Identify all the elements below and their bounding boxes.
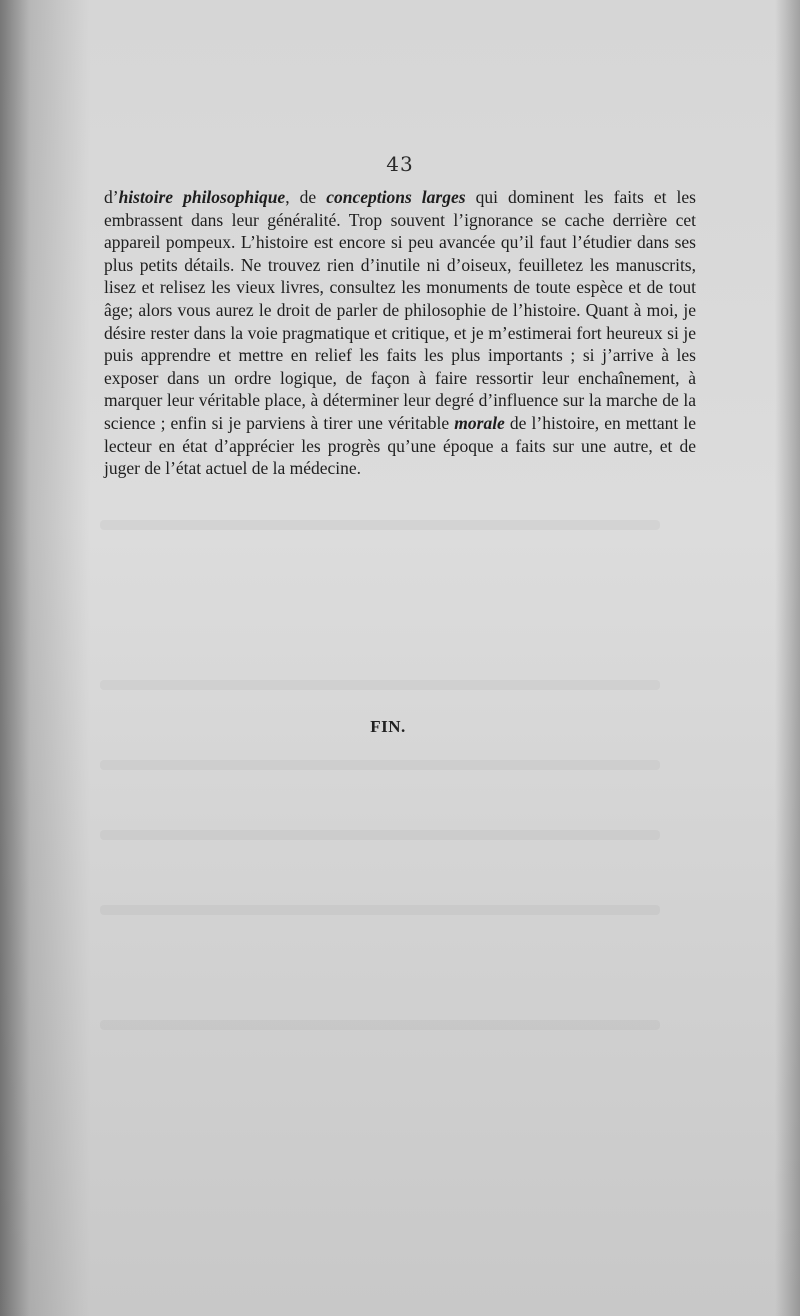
show-through-mark <box>100 680 660 690</box>
text-segment: , de <box>285 187 327 207</box>
page-number: 43 <box>386 152 414 176</box>
show-through-mark <box>100 520 660 530</box>
italic-phrase-histoire-philosophique: histoire philosophique <box>118 187 286 207</box>
text-segment: de l’histoire, en mettant le lecteur en état d’apprécier les progrès qu’une époque a faits sur une autre, et de juger de l’état actuel de la médecine. <box>104 412 697 479</box>
show-through-mark <box>100 830 660 840</box>
show-through-mark <box>100 1020 660 1030</box>
text-segment: qui dominent les faits et les embrassent dans leur généralité. Trop souvent l’ignorance se cache derrière cet appareil pompeux. L’histoire est encore si peu avancée qu’il faut l’étudier dans ses plus petits détails. Ne trouvez rien d’inutile ni d’oiseux, feuilletez les manuscrits, lisez et relisez les vieux livres, consultez les monuments de toute espèce et de tout âge; alors vous aurez le droit de parler de philosophie de l’histoire. Quant à moi, je désire rester dans la voie pragmatique et critique, et je m’estimerai fort heureux si je puis apprendre et mettre en relief les faits les plus importants ; si j’arrive à les exposer dans un ordre logique, de façon à faire ressortir leur enchaînement, à marquer leur véritable place, à déterminer leur degré d’influence sur la marche de la science ; enfin si je parviens à tirer une véritable <box>104 187 696 433</box>
end-mark: FIN. <box>370 717 406 736</box>
italic-word-morale: morale <box>454 412 505 433</box>
italic-phrase-conceptions-larges: conceptions larges <box>326 187 466 207</box>
show-through-mark <box>100 760 660 770</box>
show-through-mark <box>100 905 660 915</box>
text-segment: d’ <box>104 187 119 207</box>
body-paragraph <box>104 186 696 480</box>
